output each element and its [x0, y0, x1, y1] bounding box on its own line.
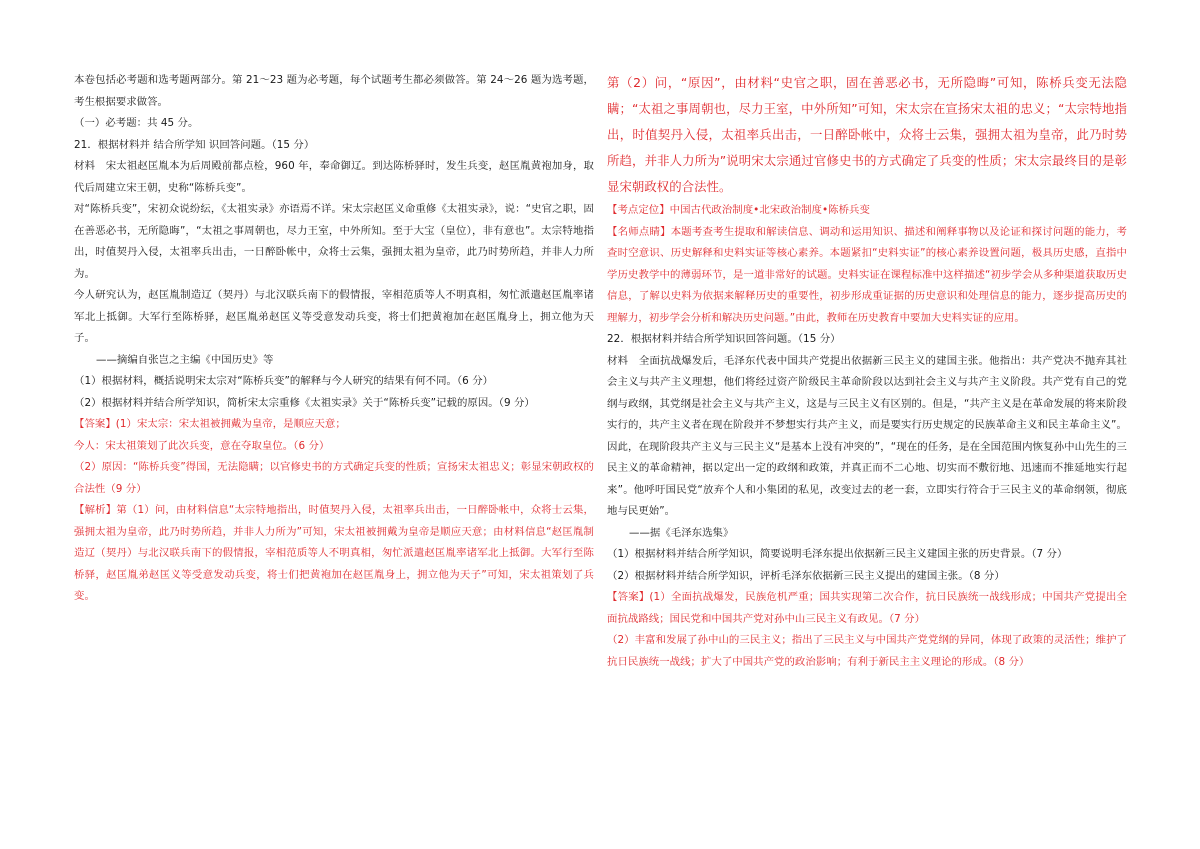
answer-22-part1: 【答案】(1）全面抗战爆发，民族危机严重；国共实现第二次合作，抗日民族统一战线形成；中国共产党提出全面抗战路线；国民党和中国共产党对孙中山三民主义有政见。（7 分）	[607, 591, 1127, 625]
question-22-sub1: （1）根据材料并结合所学知识，简要说明毛泽东提出依据新三民主义建国主张的历史背景。（7 分）	[607, 548, 1068, 560]
analysis-21-continued: 第（2）问，“原因”，由材料“史官之职，固在善恶必书，无所隐晦”可知，陈桥兵变无法隐瞒；“太祖之事周朝也，尽力王室，中外所知”可知，宋太宗在宣扬宋太祖的忠义；“太宗特地指出，时值契丹入侵，太祖率兵出击，一日醉卧帐中，众将士云集，强拥太祖为皇帝，此乃时势所趋，并非人力所为”说明宋太宗通过官修史书的方式确定了兵变的性质；宋太宗最终目的是彰显宋朝政权的合法性。	[607, 75, 1127, 194]
question-21-source: ——摘编自张岂之主编《中国历史》等	[96, 353, 274, 366]
exam-instructions: 本卷包括必考题和选考题两部分。第 21～23 题为必考题，每个试题考生都必须做答。第 24～26 题为选考题，考生根据要求做答。	[74, 74, 594, 108]
question-21-material-para3: 今人研究认为，赵匡胤制造辽（契丹）与北汉联兵南下的假情报，宰相范质等人不明真相，匆忙派遣赵匡胤率诸军北上抵御。大军行至陈桥驿，赵匡胤弟赵匡义等受意发动兵变，将士们把黄袍加在赵匡胤身上，拥立他为天子。	[74, 289, 594, 344]
analysis-21: 【解析】第（1）问，由材料信息“太宗特地指出，时值契丹入侵，太祖率兵出击，一日醉卧帐中，众将士云集，强拥太祖为皇帝，此乃时势所趋，并非人力所为”可知，宋太祖被拥戴为皇帝是顺应天意；由材料信息“赵匡胤制造辽（契丹）与北汉联兵南下的假情报，宰相范质等人不明真相，匆忙派遣赵匡胤率诸军北上抵御。大军行至陈桥驿，赵匡胤弟赵匡义等受意发动兵变，将士们把黄袍加在赵匡胤身上，拥立他为天子”可知，宋太祖策划了兵变。	[74, 504, 594, 602]
section-heading: （一）必考题：共 45 分。	[74, 117, 199, 129]
question-22-source: ——据《毛泽东选集》	[629, 526, 734, 539]
answer-21-part2: （2）原因：“陈桥兵变”得国，无法隐瞒；以官修史书的方式确定兵变的性质；宣扬宋太祖忠义；彰显宋朝政权的合法性（9 分）	[74, 461, 594, 495]
teacher-note: 【名师点睛】本题考查考生提取和解读信息、调动和运用知识、描述和阐释事物以及论证和探讨问题的能力，考查时空意识、历史解释和史料实证等核心素养。本题紧扣“史料实证”的核心素养设置问题，极具历史感，直指中学历史教学中的薄弱环节，是一道非常好的试题。史料实证在课程标准中这样描述“初步学会从多种渠道获取历史信息，了解以史料为依据来解释历史的重要性，初步形成重证据的历史意识和处理信息的能力，逐步提高历史的理解力，初步学会分析和解决历史问题。”由此，教师在历史教育中要加大史料实证的应用。	[607, 225, 1127, 324]
left-column	[74, 70, 594, 608]
question-21-material: 材料 宋太祖赵匡胤本为后周殿前都点检，960 年，奉命御辽。到达陈桥驿时，发生兵变，赵匡胤黄袍加身，取代后周建立宋王朝，史称“陈桥兵变”。	[74, 160, 594, 194]
right-column	[607, 70, 1127, 673]
test-point: 【考点定位】中国古代政治制度•北宋政治制度•陈桥兵变	[607, 204, 870, 216]
question-21-sub2: （2）根据材料并结合所学知识，简析宋太宗重修《太祖实录》关于“陈桥兵变”记载的原因。（9 分）	[74, 396, 535, 409]
question-22-heading: 22．根据材料并结合所学知识回答问题。（15 分）	[607, 333, 841, 345]
question-21-material-para2: 对“陈桥兵变”，宋初众说纷纭，《太祖实录》亦语焉不详。宋太宗赵匡义命重修《太祖实录》，说：“史官之职，固在善恶必书，无所隐晦”，“太祖之事周朝也，尽力王室，中外所知。至于大宝（皇位），非有意也”。太宗特地指出，时值契丹入侵，太祖率兵出击，一日醉卧帐中，众将士云集，强拥太祖为皇帝，此乃时势所趋，并非人力所为。	[74, 203, 594, 280]
question-21-heading: 21．根据材料并 结合所学知 识回答问题。（15 分）	[74, 138, 315, 151]
answer-21-part1: 【答案】(1）宋太宗：宋太祖被拥戴为皇帝，是顺应天意；	[74, 418, 346, 430]
question-22-material: 材料 全面抗战爆发后，毛泽东代表中国共产党提出依据新三民主义的建国主张。他指出：共产党决不抛弃其社会主义与共产主义理想，他们将经过资产阶级民主革命阶段以达到社会主义与共产主义阶段。共产党有自己的党纲与政纲，其党纲是社会主义与共产主义，这是与三民主义有区别的。但是，“共产主义是在革命发展的将来阶段实行的，共产主义者在现在阶段并不梦想实行共产主义，而是要实行历史规定的民族革命主义和民主革命主义”。因此，在现阶段共产主义与三民主义“是基本上没有冲突的”，“现在的任务，是在全国范围内恢复孙中山先生的三民主义的革命精神，据以定出一定的政纲和政策，并真正而不二心地、切实而不敷衍地、迅速而不推延地实行起来”。他呼吁国民党“放弃个人和小集团的私见，改变过去的老一套，立即实行符合于三民主义的革命纲领，彻底地与民更始”。	[607, 354, 1127, 517]
answer-21-part1-cont: 今人：宋太祖策划了此次兵变，意在夺取皇位。（6 分）	[74, 439, 330, 452]
question-22-sub2: （2）根据材料并结合所学知识，评析毛泽东依据新三民主义提出的建国主张。（8 分）	[607, 569, 1005, 582]
answer-22-part2: （2）丰富和发展了孙中山的三民主义；指出了三民主义与中国共产党党纲的异同，体现了政策的灵活性；维护了抗日民族统一战线；扩大了中国共产党的政治影响；有利于新民主主义理论的形成。（8 分）	[607, 634, 1127, 668]
question-21-sub1: （1）根据材料，概括说明宋太宗对“陈桥兵变”的解释与今人研究的结果有何不同。（6 分）	[74, 375, 494, 387]
